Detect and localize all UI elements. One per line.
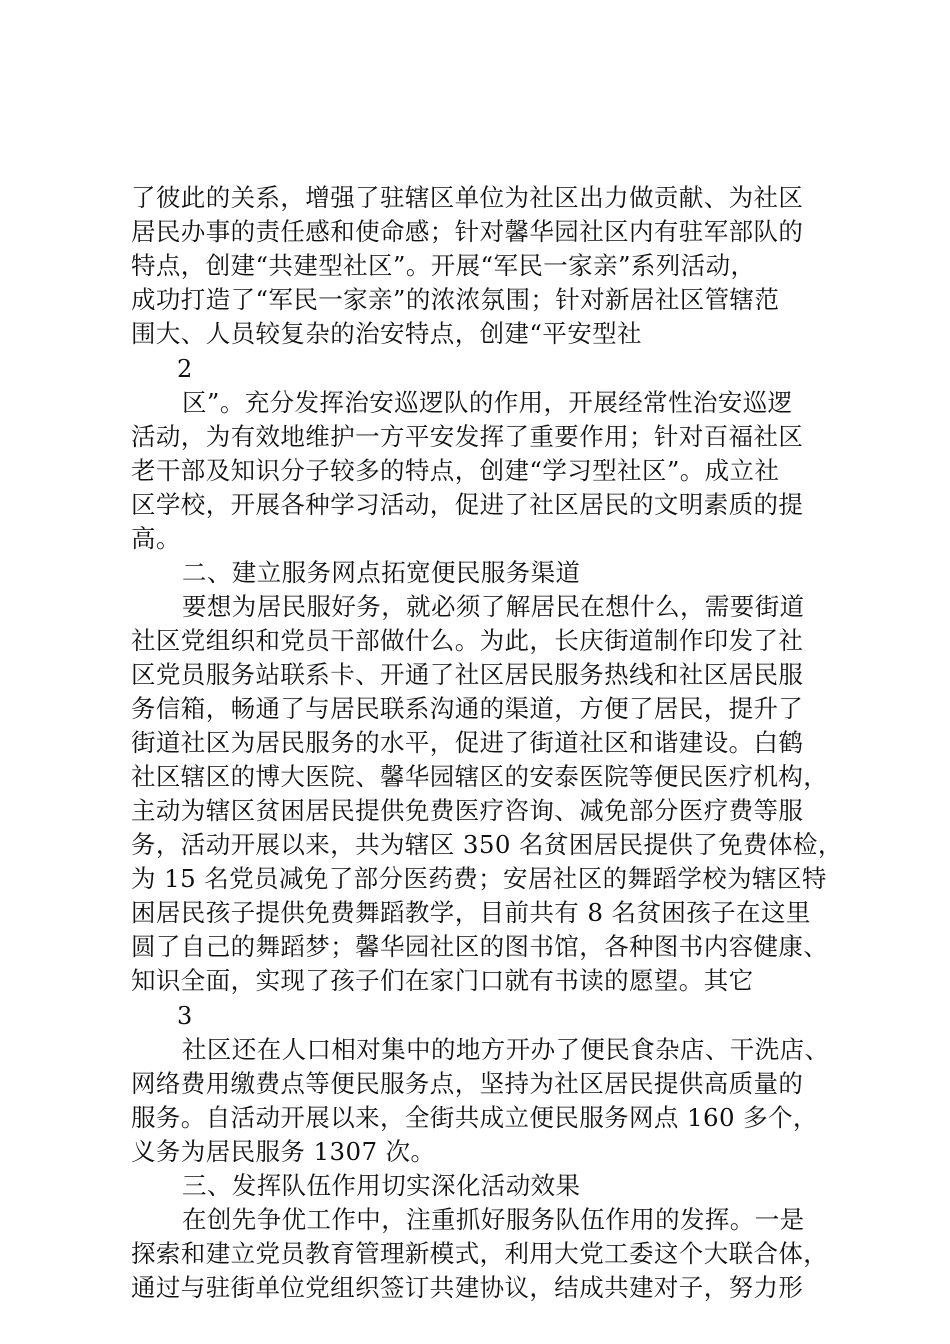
section-heading: 三、发挥队伍作用切实深化活动效果 (182, 1171, 581, 1200)
text-line: 社区党组织和党员干部做什么。为此，长庆街道制作印发了社 (131, 626, 804, 655)
text-line: 围大、人员较复杂的治安特点，创建“平安型社 (131, 319, 642, 348)
text-line: 街道社区为居民服务的水平，促进了街道社区和谐建设。白鹤 (131, 728, 804, 757)
page-number: 3 (177, 1002, 193, 1030)
text-line: 社区还在人口相对集中的地方开办了便民食杂店、干洗店、 (182, 1035, 830, 1064)
text-line: 困居民孩子提供免费舞蹈教学，目前共有 8 名贫困孩子在这里 (131, 898, 811, 927)
text-line: 务信箱，畅通了与居民联系沟通的渠道，方便了居民，提升了 (131, 694, 804, 723)
text-line: 在创先争优工作中，注重抓好服务队伍作用的发挥。一是 (182, 1205, 805, 1234)
section-heading: 二、建立服务网点拓宽便民服务渠道 (182, 558, 581, 587)
text-line: 成功打造了“军民一家亲”的浓浓氛围；针对新居社区管辖范 (131, 285, 780, 314)
text-line: 了彼此的关系，增强了驻辖区单位为社区出力做贡献、为社区 (131, 183, 804, 212)
text-line: 主动为辖区贫困居民提供免费医疗咨询、减免部分医疗费等服 (131, 796, 804, 825)
text-line: 网络费用缴费点等便民服务点，坚持为社区居民提供高质量的 (131, 1069, 804, 1098)
text-line: 居民办事的责任感和使命感；针对馨华园社区内有驻军部队的 (131, 217, 804, 246)
text-line: 特点，创建“共建型社区”。开展“军民一家亲”系列活动， (131, 251, 756, 280)
page-number: 2 (177, 355, 193, 383)
text-line: 社区辖区的博大医院、馨华园辖区的安泰医院等便民医疗机构， (131, 762, 829, 791)
text-line: 务，活动开展以来，共为辖区 350 名贫困居民提供了免费体检， (131, 830, 843, 859)
text-line: 为 15 名党员减免了部分医药费；安居社区的舞蹈学校为辖区特 (131, 864, 827, 893)
text-line: 要想为居民服好务，就必须了解居民在想什么，需要街道 (182, 592, 805, 621)
text-line: 圆了自己的舞蹈梦；馨华园社区的图书馆，各种图书内容健康、 (131, 932, 829, 961)
text-line: 义务为居民服务 1307 次。 (131, 1137, 436, 1166)
text-line: 知识全面，实现了孩子们在家门口就有书读的愿望。其它 (131, 966, 754, 995)
text-line: 区”。充分发挥治安巡逻队的作用，开展经常性治安巡逻 (182, 388, 793, 417)
text-line: 服务。自活动开展以来，全街共成立便民服务网点 160 多个， (131, 1103, 818, 1132)
text-line: 活动，为有效地维护一方平安发挥了重要作用；针对百福社区 (131, 422, 804, 451)
text-line: 通过与驻街单位党组织签订共建协议，结成共建对子，努力形 (131, 1273, 804, 1302)
text-line: 区党员服务站联系卡、开通了社区居民服务热线和社区居民服 (131, 660, 804, 689)
text-line: 高。 (131, 524, 181, 553)
text-line: 区学校，开展各种学习活动，促进了社区居民的文明素质的提 (131, 490, 804, 519)
text-line: 老干部及知识分子较多的特点，创建“学习型社区”。成立社 (131, 456, 780, 485)
text-line: 探索和建立党员教育管理新模式，利用大党工委这个大联合体， (131, 1239, 829, 1268)
